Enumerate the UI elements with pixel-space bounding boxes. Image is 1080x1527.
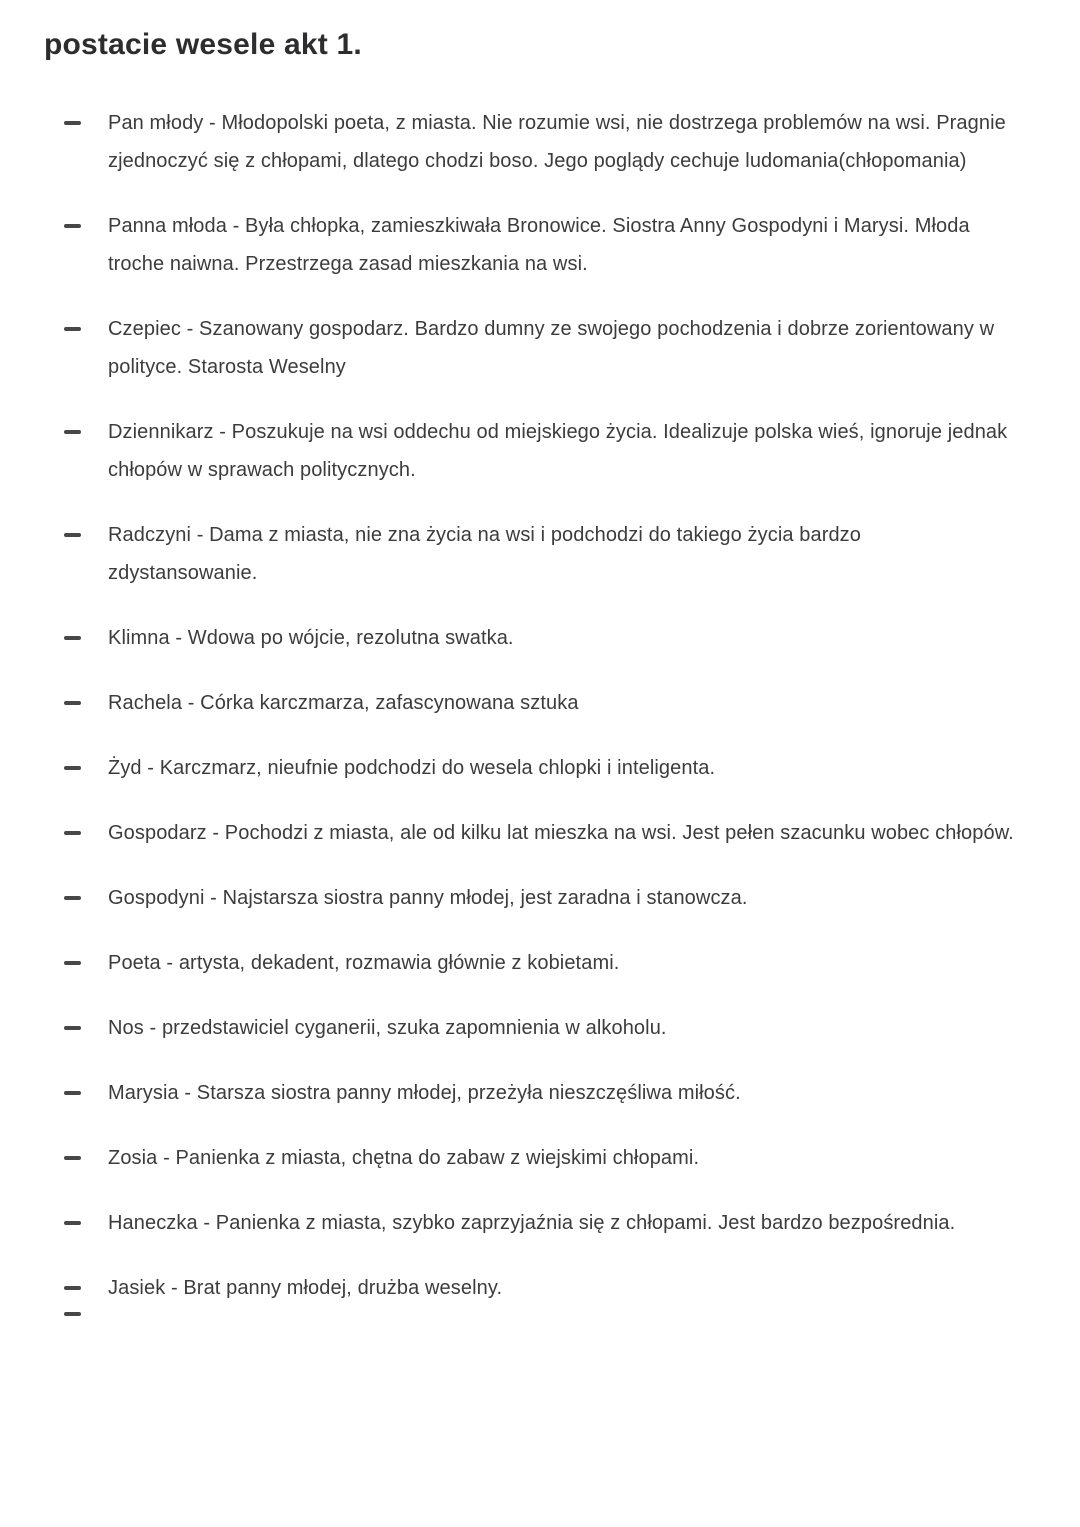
- list-item: [44, 1299, 1014, 1329]
- list-item: [44, 1009, 1014, 1047]
- dash-bullet-icon: [64, 121, 81, 125]
- dash-bullet-icon: [64, 831, 81, 835]
- list-item: [44, 413, 1014, 489]
- dash-bullet-icon: [64, 896, 81, 900]
- list-item: [44, 619, 1014, 657]
- list-item-text: Panna młoda - Była chłopka, zamieszkiwała Bronowice. Siostra Anny Gospodyni i Marysi. Młoda troche naiwna. Przestrzega zasad mieszkania na wsi.: [108, 215, 970, 275]
- list-item-text: Klimna - Wdowa po wójcie, rezolutna swatka.: [108, 627, 514, 649]
- list-item: [44, 310, 1014, 386]
- list-item-text: Rachela - Córka karczmarza, zafascynowana sztuka: [108, 692, 579, 714]
- list-item-text: Haneczka - Panienka z miasta, szybko zaprzyjaźnia się z chłopami. Jest bardzo bezpośrednia.: [108, 1212, 956, 1234]
- list-item: [44, 1204, 1014, 1242]
- list-item-text: Gospodyni - Najstarsza siostra panny młodej, jest zaradna i stanowcza.: [108, 887, 748, 909]
- list-item-text: Nos - przedstawiciel cyganerii, szuka zapomnienia w alkoholu.: [108, 1017, 667, 1039]
- dash-bullet-icon: [64, 1221, 81, 1225]
- dash-bullet-icon: [64, 1156, 81, 1160]
- dash-bullet-icon: [64, 701, 81, 705]
- list-item: [44, 1074, 1014, 1112]
- list-item-text: Radczyni - Dama z miasta, nie zna życia na wsi i podchodzi do takiego życia bardzo zdystansowanie.: [108, 524, 861, 584]
- list-item: [44, 814, 1014, 852]
- dash-bullet-icon: [64, 1286, 81, 1290]
- list-item: [44, 207, 1014, 283]
- list-item-text: Gospodarz - Pochodzi z miasta, ale od kilku lat mieszka na wsi. Jest pełen szacunku wobec chłopów.: [108, 822, 1014, 844]
- dash-bullet-icon: [64, 636, 81, 640]
- list-item: [44, 879, 1014, 917]
- dash-bullet-icon: [64, 533, 81, 537]
- list-item-text: Czepiec - Szanowany gospodarz. Bardzo dumny ze swojego pochodzenia i dobrze zorientowany w polityce. Starosta Weselny: [108, 318, 995, 378]
- dash-bullet-icon: [64, 224, 81, 228]
- page-title: postacie wesele akt 1.: [44, 28, 362, 61]
- dash-bullet-icon: [64, 1026, 81, 1030]
- list-item: [44, 516, 1014, 592]
- dash-bullet-icon: [64, 766, 81, 770]
- list-item-text: Poeta - artysta, dekadent, rozmawia głównie z kobietami.: [108, 952, 620, 974]
- list-item-text: Zosia - Panienka z miasta, chętna do zabaw z wiejskimi chłopami.: [108, 1147, 700, 1169]
- dash-bullet-icon: [64, 327, 81, 331]
- list-item-text: Żyd - Karczmarz, nieufnie podchodzi do wesela chlopki i inteligenta.: [108, 757, 716, 779]
- list-item: [44, 104, 1014, 180]
- list-item: [44, 1139, 1014, 1177]
- list-item: [44, 684, 1014, 722]
- list-item-text: Pan młody - Młodopolski poeta, z miasta. Nie rozumie wsi, nie dostrzega problemów na wsi. Pragnie zjednoczyć się z chłopami, dlatego chodzi boso. Jego poglądy cechuje ludomania(chłopomania): [108, 112, 1006, 172]
- list-item-text: Jasiek - Brat panny młodej, drużba weselny.: [108, 1277, 503, 1299]
- list-item-text: Marysia - Starsza siostra panny młodej, przeżyła nieszczęśliwa miłość.: [108, 1082, 741, 1104]
- dash-bullet-icon: [64, 961, 81, 965]
- list-item: [44, 944, 1014, 982]
- dash-bullet-icon: [64, 1312, 81, 1316]
- dash-bullet-icon: [64, 430, 81, 434]
- list-item-text: Dziennikarz - Poszukuje na wsi oddechu od miejskiego życia. Idealizuje polska wieś, ignoruje jednak chłopów w sprawach politycznych.: [108, 421, 1008, 481]
- dash-bullet-icon: [64, 1091, 81, 1095]
- list-item: [44, 749, 1014, 787]
- character-list: [44, 104, 1014, 1329]
